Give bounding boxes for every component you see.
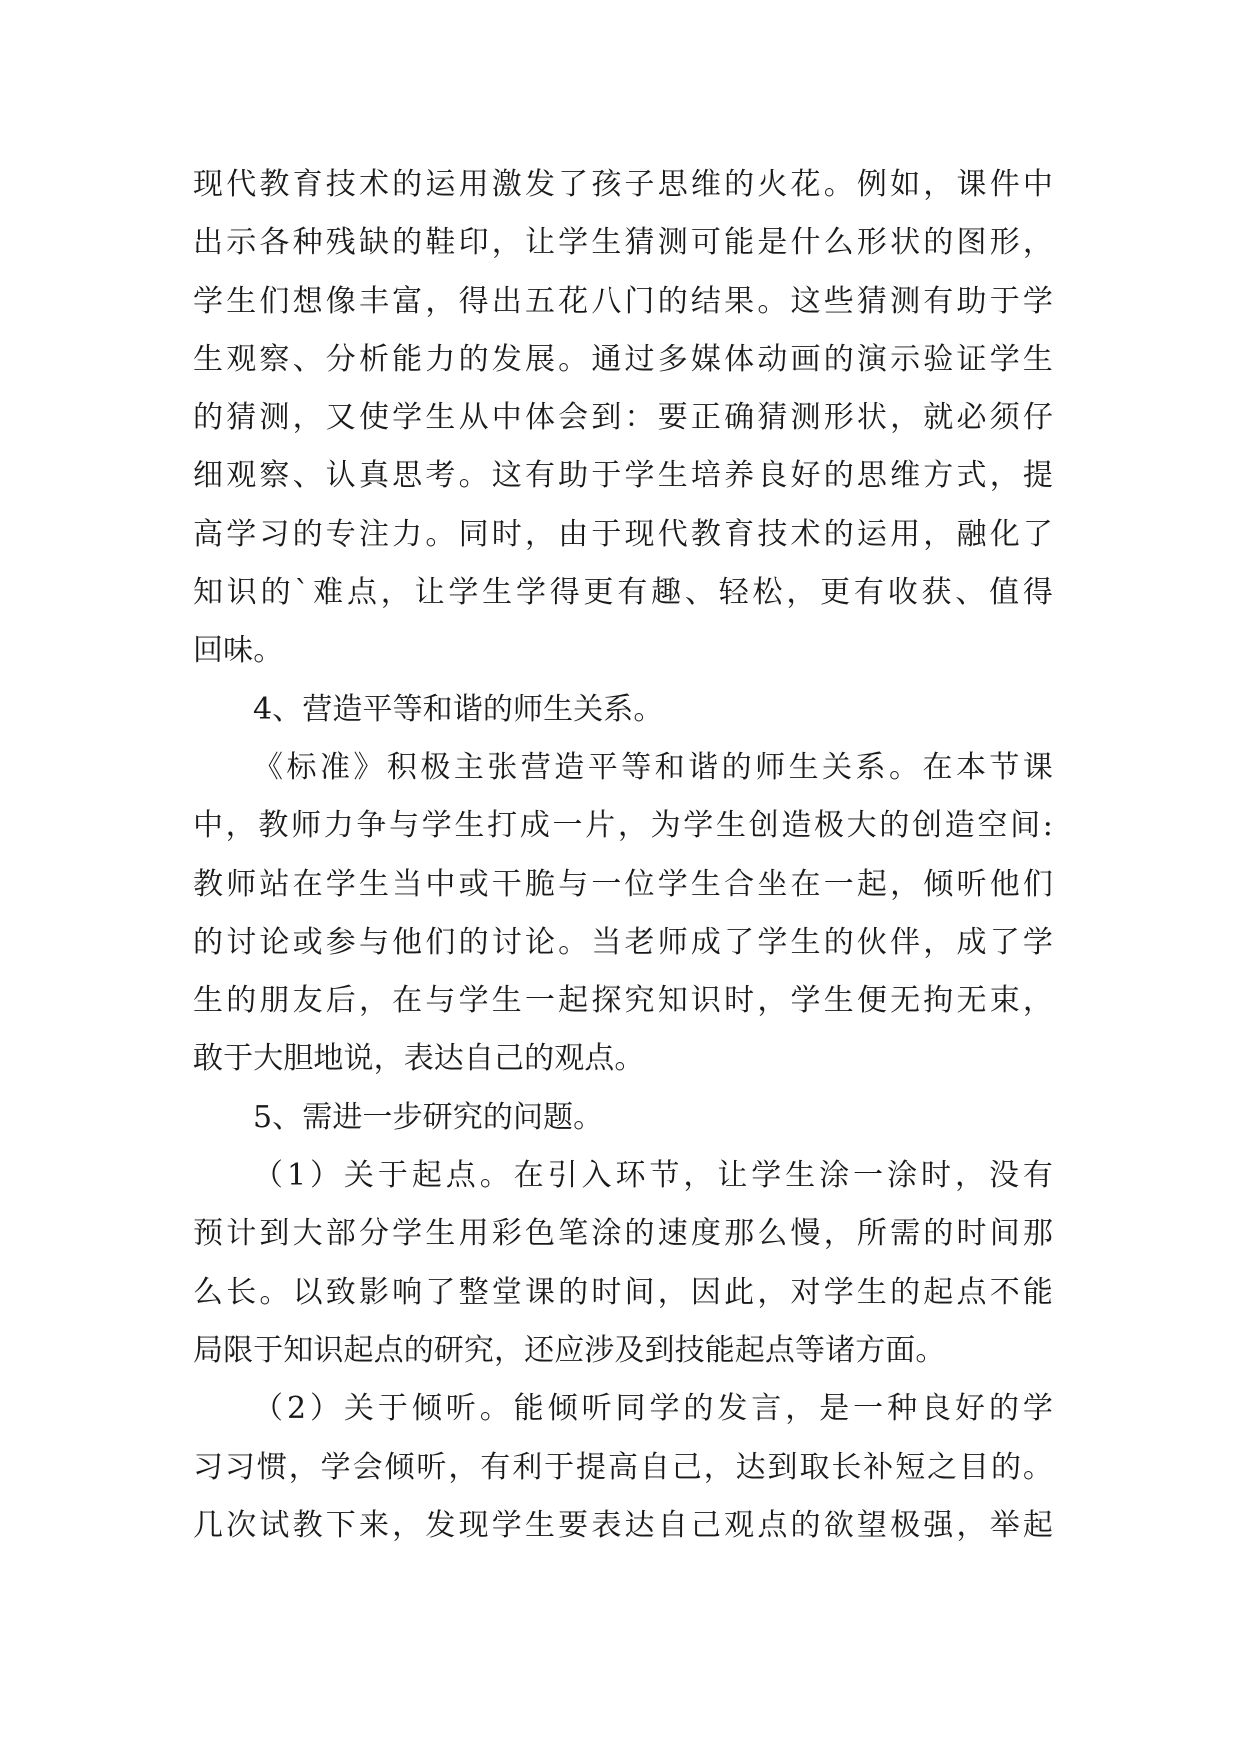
text-line: （2）关于倾听。能倾听同学的发言，是一种良好的学 <box>253 1391 1053 1427</box>
text-line: 出示各种残缺的鞋印，让学生猜测可能是什么形状的图形， <box>193 225 1053 261</box>
text-line: 现代教育技术的运用激发了孩子思维的火花。例如，课件中 <box>193 167 1053 202</box>
text-line: 生观察、分析能力的发展。通过多媒体动画的演示验证学生 <box>193 341 1053 377</box>
text-line: 么长。以致影响了整堂课的时间，因此，对学生的起点不能 <box>193 1274 1053 1310</box>
text-line: 生的朋友后，在与学生一起探究知识时，学生便无拘无束， <box>193 983 1053 1019</box>
text-line: 习习惯，学会倾听，有利于提高自己，达到取长补短之目的。 <box>193 1449 1053 1485</box>
text-line: 学生们想像丰富，得出五花八门的结果。这些猜测有助于学 <box>193 283 1053 319</box>
text-line: 预计到大部分学生用彩色笔涂的速度那么慢，所需的时间那 <box>193 1216 1053 1252</box>
text-line: 中，教师力争与学生打成一片，为学生创造极大的创造空间: <box>193 808 1053 844</box>
text-line: 的猜测，又使学生从中体会到：要正确猜测形状，就必须仔 <box>193 400 1053 436</box>
body-text <box>193 156 1053 1555</box>
section-heading-5: 5、需进一步研究的问题。 <box>253 1099 604 1135</box>
text-line: 回味。 <box>193 633 284 669</box>
text-line: 细观察、认真思考。这有助于学生培养良好的思维方式，提 <box>193 458 1053 494</box>
text-line: 教师站在学生当中或干脆与一位学生合坐在一起，倾听他们 <box>193 866 1053 902</box>
section-heading-4: 4、营造平等和谐的师生关系。 <box>253 691 664 727</box>
text-line: 的讨论或参与他们的讨论。当老师成了学生的伙伴，成了学 <box>193 924 1053 960</box>
text-line: 《标准》积极主张营造平等和谐的师生关系。在本节课 <box>253 749 1053 785</box>
text-line: 敢于大胆地说，表达自己的观点。 <box>193 1041 645 1077</box>
text-line: 高学习的专注力。同时，由于现代教育技术的运用，融化了 <box>193 516 1053 552</box>
text-line: 知识的`难点，让学生学得更有趣、轻松，更有收获、值得 <box>193 575 1053 611</box>
text-line: 局限于知识起点的研究，还应涉及到技能起点等诸方面。 <box>193 1332 946 1368</box>
text-line: （1）关于起点。在引入环节，让学生涂一涂时，没有 <box>253 1158 1053 1194</box>
text-line: 几次试教下来，发现学生要表达自己观点的欲望极强，举起 <box>193 1507 1053 1543</box>
